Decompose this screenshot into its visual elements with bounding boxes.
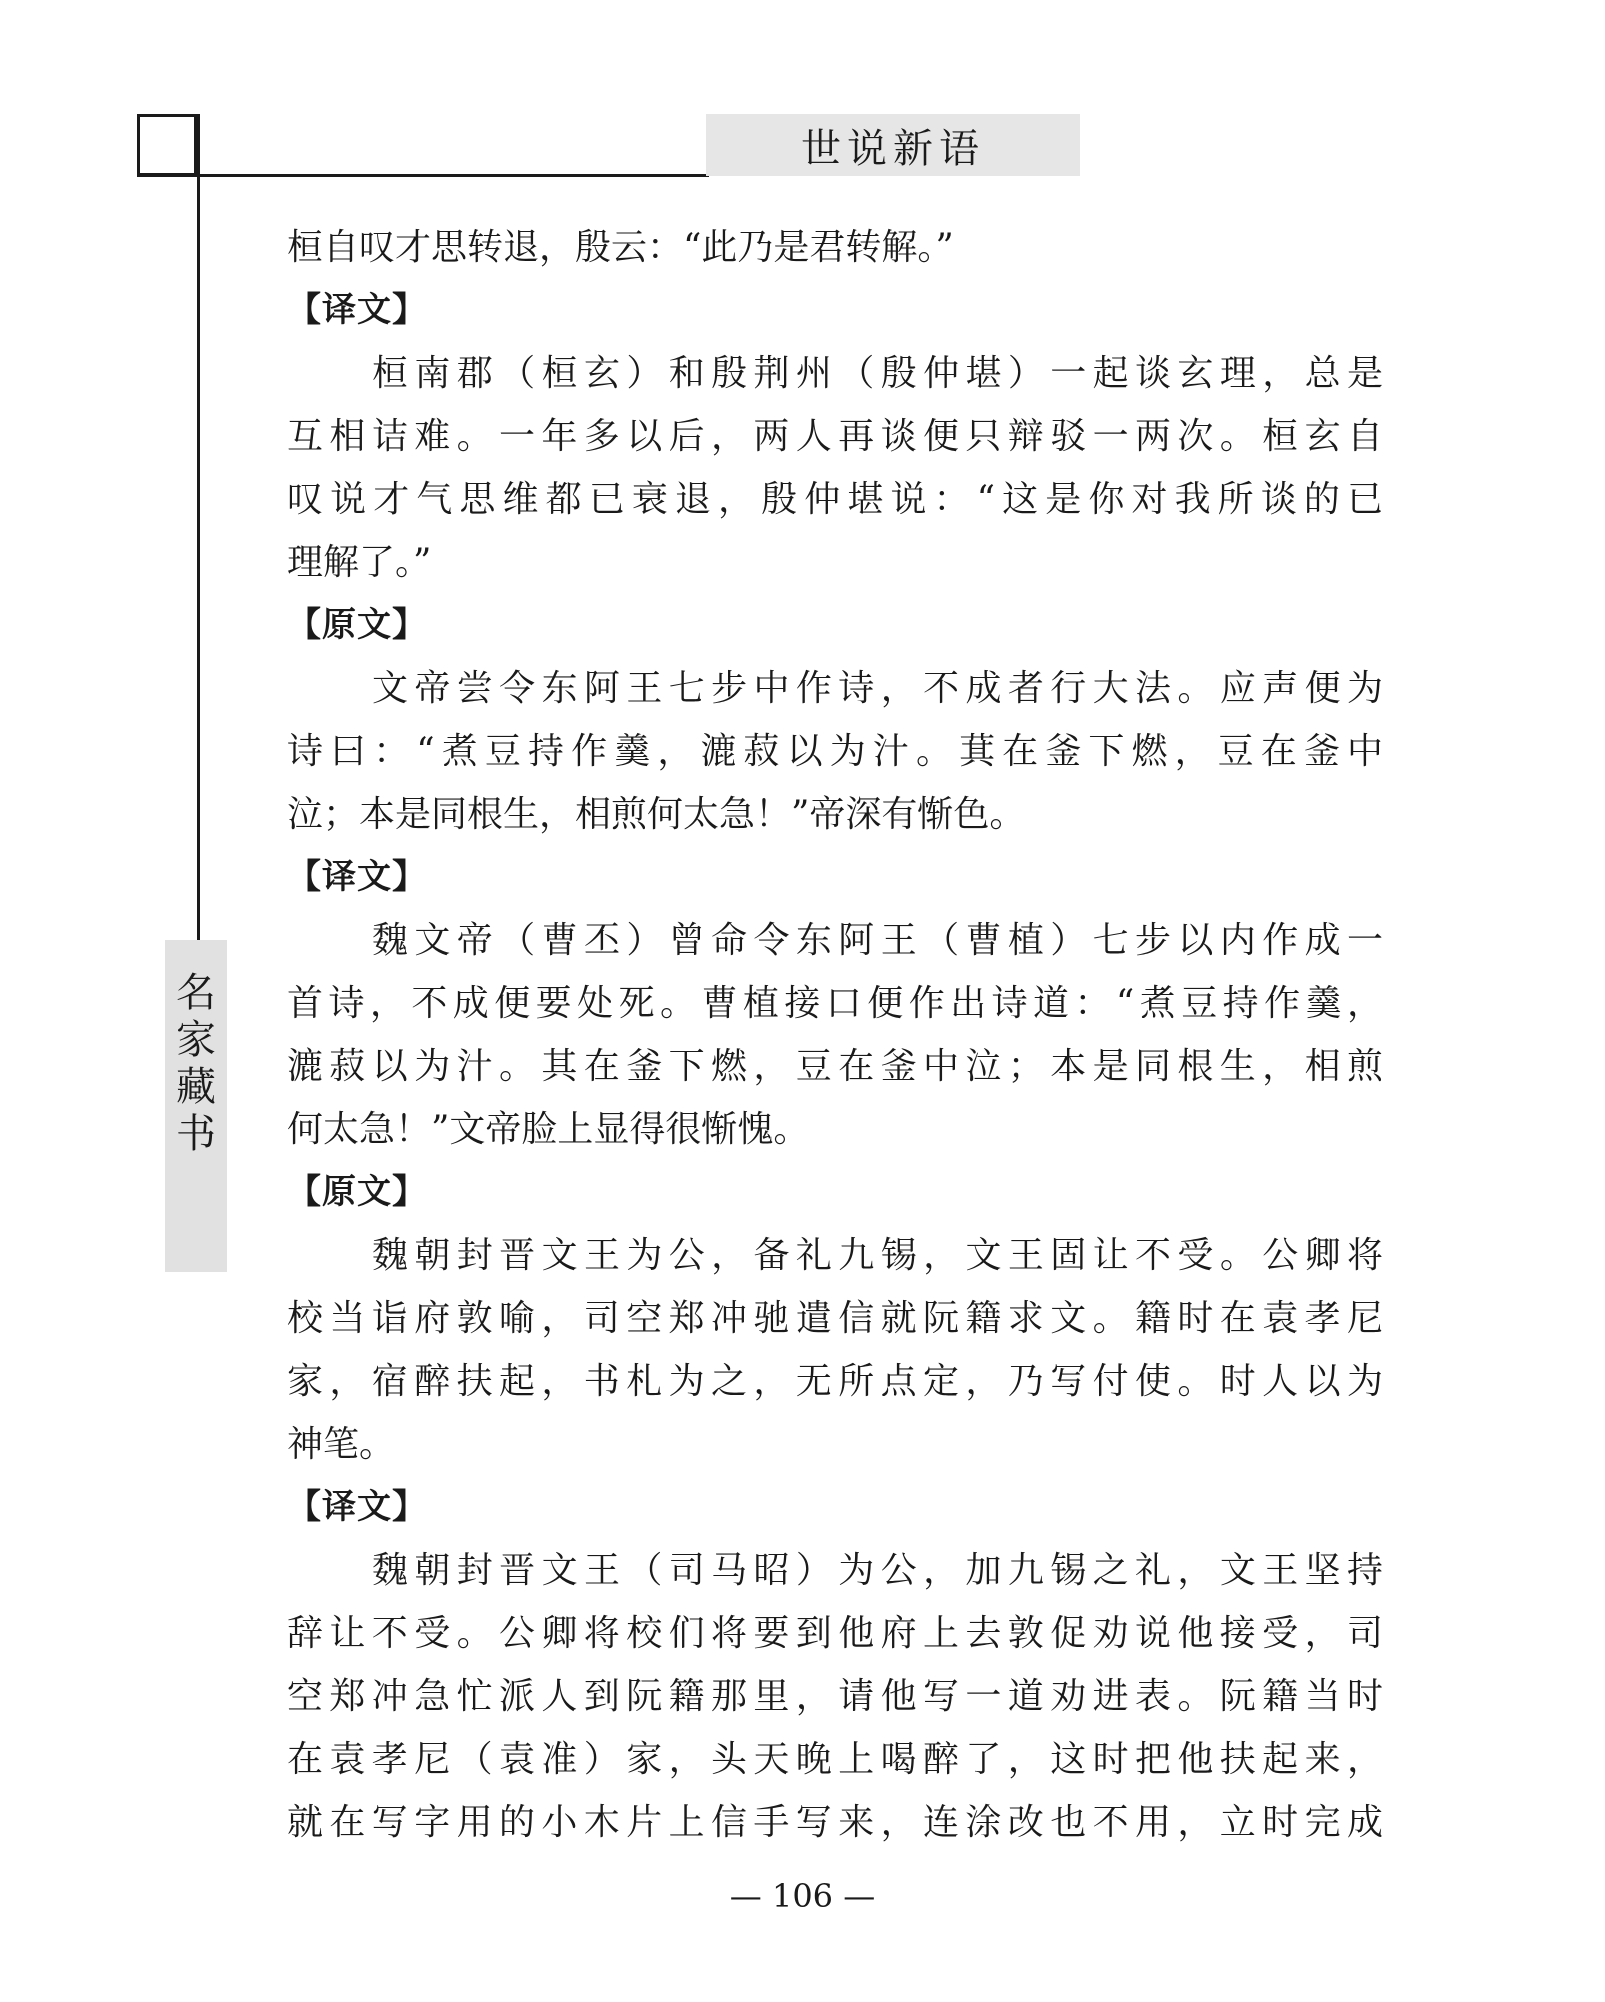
section-heading: 【译文】 bbox=[287, 857, 427, 897]
text-line: 泣；本是同根生，相煎何太急！”帝深有惭色。 bbox=[287, 794, 1026, 835]
corner-frame bbox=[137, 114, 197, 176]
text-line: 叹说才气思维都已衰退，殷仲堪说：“这是你对我所谈的已 bbox=[287, 479, 1383, 520]
text-line: 诗曰：“煮豆持作羹，漉菽以为汁。萁在釜下燃，豆在釜中 bbox=[287, 731, 1383, 772]
text-line: 魏文帝（曹丕）曾命令东阿王（曹植）七步以内作成一 bbox=[372, 920, 1383, 961]
text-line: 家，宿醉扶起，书札为之，无所点定，乃写付使。时人以为 bbox=[287, 1361, 1383, 1402]
section-heading: 【译文】 bbox=[287, 290, 427, 330]
text-line: 何太急！”文帝脸上显得很惭愧。 bbox=[287, 1109, 810, 1150]
side-tab-char: 书 bbox=[176, 1111, 216, 1157]
running-title: 世说新语 bbox=[706, 114, 1080, 176]
page-number: — 106 — bbox=[729, 1877, 876, 1915]
text-line: 辞让不受。公卿将校们将要到他府上去敦促劝说他接受，司 bbox=[287, 1613, 1383, 1654]
text-line: 桓南郡（桓玄）和殷荆州（殷仲堪）一起谈玄理，总是 bbox=[372, 353, 1383, 394]
text-line: 神笔。 bbox=[287, 1424, 396, 1465]
text-line: 校当诣府敦喻，司空郑冲驰遣信就阮籍求文。籍时在袁孝尼 bbox=[287, 1298, 1383, 1339]
text-line: 桓自叹才思转退，殷云：“此乃是君转解。” bbox=[287, 227, 954, 268]
text-line: 空郑冲急忙派人到阮籍那里，请他写一道劝进表。阮籍当时 bbox=[287, 1676, 1383, 1717]
page-body bbox=[287, 216, 1383, 1854]
side-tab-char: 藏 bbox=[176, 1064, 216, 1110]
section-heading: 【译文】 bbox=[287, 1487, 427, 1527]
header-rule bbox=[137, 174, 709, 177]
text-line: 就在写字用的小木片上信手写来，连涂改也不用，立时完成 bbox=[287, 1802, 1383, 1843]
text-line: 在袁孝尼（袁准）家，头天晚上喝醉了，这时把他扶起来， bbox=[287, 1739, 1383, 1780]
side-tab-char: 名 bbox=[176, 970, 216, 1016]
text-line: 文帝尝令东阿王七步中作诗，不成者行大法。应声便为 bbox=[372, 668, 1383, 709]
margin-rule bbox=[197, 114, 200, 944]
text-line: 互相诘难。一年多以后，两人再谈便只辩驳一两次。桓玄自 bbox=[287, 416, 1383, 457]
text-line: 理解了。” bbox=[287, 542, 432, 583]
side-tab bbox=[165, 940, 227, 1272]
text-line: 魏朝封晋文王（司马昭）为公，加九锡之礼，文王坚持 bbox=[372, 1550, 1383, 1591]
text-line: 首诗，不成便要处死。曹植接口便作出诗道：“煮豆持作羹， bbox=[287, 983, 1383, 1024]
text-line: 漉菽以为汁。其在釜下燃，豆在釜中泣；本是同根生，相煎 bbox=[287, 1046, 1383, 1087]
side-tab-char: 家 bbox=[176, 1017, 216, 1063]
section-heading: 【原文】 bbox=[287, 605, 427, 645]
text-line: 魏朝封晋文王为公，备礼九锡，文王固让不受。公卿将 bbox=[372, 1235, 1383, 1276]
section-heading: 【原文】 bbox=[287, 1172, 427, 1212]
